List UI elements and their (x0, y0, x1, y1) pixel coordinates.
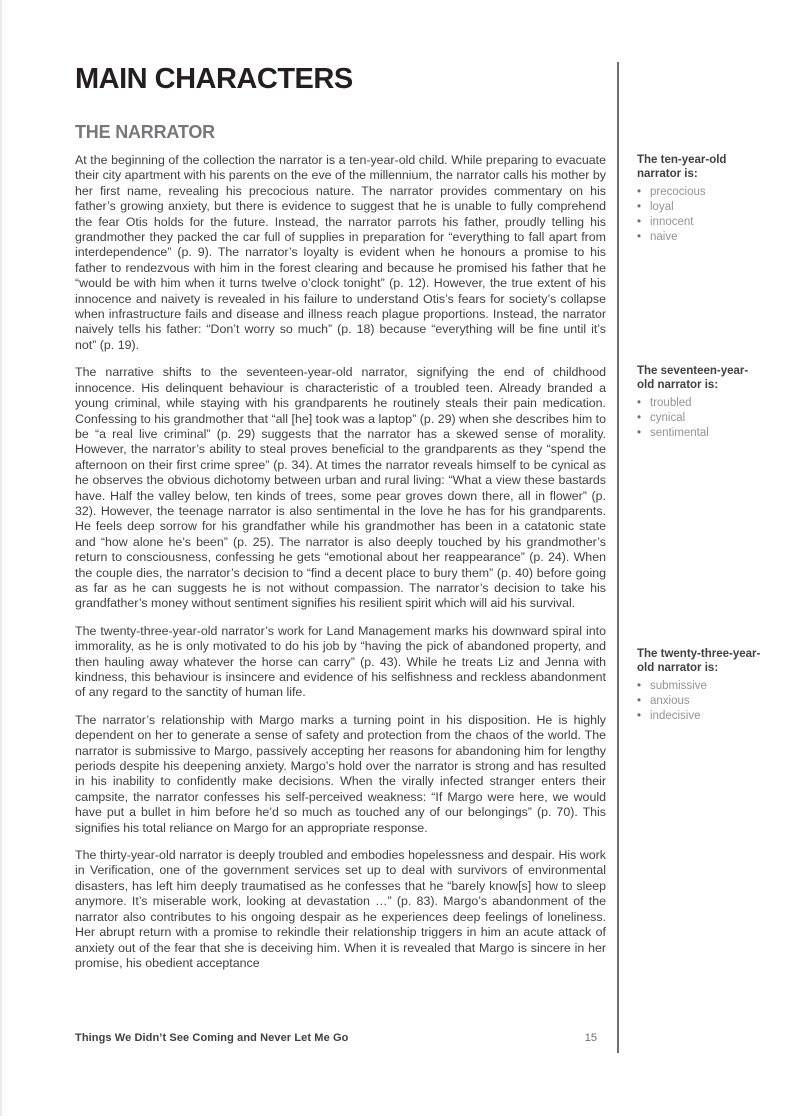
bullet-icon: • (637, 427, 642, 439)
sidebar-note-twenty-three-year-old (637, 648, 762, 724)
bullet-icon: • (637, 231, 642, 243)
paragraph-seventeen-year-old: The narrative shifts to the seventeen-year-old narrator, signifying the end of childhood innocence. His delinquent behaviour is characteristic of a troubled teen. Already branded a young criminal, while staying with his grandparents he routinely steals their pain medication. Confessing to his grandmother that “all [he] took was a laptop” (p. 29) when she describes him to be “a real live criminal” (p. 29) suggests that the narrator has a skewed sense of morality. However, the narrator’s ability to steal proves beneficial to the grandparents as they “spend the afternoon on their first crime spree” (p. 34). At times the narrator reveals himself to be cynical as he observes the obvious dichotomy between urban and rural living: “What a view these bastards have. Half the valley below, ten kinds of trees, some pear groves down there, all in flower” (p. 32). However, the teenage narrator is also sentimental in the love he has for his grandparents. He feels deep sorrow for his grandfather while his grandmother has been in a catatonic state and “how alone he’s been” (p. 25). The narrator is also deeply touched by his grandmother’s return to consciousness, confessing he gets “emotional about her reappearance” (p. 24). When the couple dies, the narrator’s decision to “find a decent place to bury them” (p. 40) before going as far as he can suggests he is not without compassion. The narrator’s decision to take his grandfather’s money without sentiment signifies his resilient spirit which will aid his survival. (75, 365, 606, 611)
note-item-label: loyal (650, 201, 674, 213)
sidebar-divider-rule (617, 62, 619, 1053)
paragraph-thirty-year-old: The thirty-year-old narrator is deeply troubled and embodies hopelessness and despair. His work in Verification, one of the government services set up to deal with survivors of environmental disasters, has left him deeply traumatised as he confesses that he “barely know[s] how to sleep anymore. It’s miserable work, looking at devastation …” (p. 83). Margo’s abandonment of the narrator also contributes to his ongoing despair as he experiences deep feelings of loneliness. Her abrupt return with a promise to rekindle their relationship triggers in him an acute attack of anxiety out of the fear that she is deceiving him. When it is revealed that Margo is sincere in her promise, his obedient acceptance (75, 848, 606, 970)
main-column (75, 62, 606, 971)
sidebar-note-ten-year-old (637, 154, 762, 245)
paragraph-twenty-three-year-old: The twenty-three-year-old narrator’s work for Land Management marks his downward spiral into immorality, as he is only motivated to do his job by “having the pick of abandoned property, and then hauling away whatever the horse can carry” (p. 43). While he treats Liz and Jenna with kindness, this behaviour is insincere and evidence of his selfishness and reckless abandonment of any regard to the sanctity of human life. (75, 623, 606, 700)
note-list (637, 679, 762, 724)
note-item (637, 694, 762, 709)
note-item (637, 230, 762, 245)
note-item-label: cynical (650, 412, 686, 424)
bullet-icon: • (637, 186, 642, 198)
note-item (637, 679, 762, 694)
bullet-icon: • (637, 216, 642, 228)
sidebar-note-seventeen-year-old (637, 365, 762, 441)
footer-book-titles: Things We Didn’t See Coming and Never Let Me Go (75, 1032, 349, 1044)
bullet-icon: • (637, 695, 642, 707)
note-item-label: indecisive (650, 710, 701, 722)
footer-page-number: 15 (584, 1032, 597, 1044)
bullet-icon: • (637, 397, 642, 409)
section-heading: THE NARRATOR (75, 122, 215, 142)
paragraph-margo-relationship: The narrator’s relationship with Margo marks a turning point in his disposition. He is highly dependent on her to generate a sense of safety and protection from the chaos of the world. The narrator is submissive to Margo, passively accepting her reasons for abandoning him for lengthy periods despite his deepening anxiety. Margo’s hold over the narrator is strong and has resulted in his inability to confidently make decisions. When the virally infected stranger enters their campsite, the narrator confesses his self-perceived weakness: “If Margo were here, we would have put a bullet in him before he’d so much as touched any of our belongings” (p. 70). This signifies his total reliance on Margo for an appropriate response. (75, 712, 606, 835)
note-list (637, 185, 762, 245)
note-item (637, 215, 762, 230)
note-item (637, 426, 762, 441)
note-item (637, 185, 762, 200)
bullet-icon: • (637, 710, 642, 722)
note-item-label: sentimental (650, 427, 709, 439)
page-footer (75, 1032, 606, 1044)
bullet-icon: • (637, 412, 642, 424)
note-item (637, 411, 762, 426)
note-heading: The ten-year-old narrator is: (637, 154, 727, 180)
bullet-icon: • (637, 201, 642, 213)
note-item-label: troubled (650, 397, 692, 409)
note-item-label: precocious (650, 186, 706, 198)
note-item (637, 200, 762, 215)
paragraph-ten-year-old: At the beginning of the collection the narrator is a ten-year-old child. While preparing to evacuate their city apartment with his parents on the eve of the millennium, the narrator calls his mother by her first name, revealing his precocious nature. The narrator provides commentary on his father’s growing anxiety, but there is evidence to suggest that he is unable to fully comprehend the fear Otis holds for the future. Instead, the narrator parrots his father, proudly telling his grandmother they packed the car full of supplies in preparation for “everything to fall apart from interdependence” (p. 9). The narrator’s loyalty is evident when he honours a promise to his father to rendezvous with him in the forest clearing and because he promised his father that he “would be with him when it turns twelve o’clock tonight” (p. 12). However, the true extent of his innocence and naivety is revealed in his failure to understand Otis’s fears for society’s collapse when infrastructure fails and disease and illness reach plague proportions. Instead, the narrator naively tells his father: “Don’t worry so much” (p. 18) because “everything will be fine until it’s not” (p. 19). (75, 153, 606, 352)
note-heading: The seventeen-year-old narrator is: (637, 365, 749, 391)
note-item-label: anxious (650, 695, 690, 707)
note-item (637, 709, 762, 724)
note-item-label: naive (650, 231, 678, 243)
bullet-icon: • (637, 680, 642, 692)
note-item-label: innocent (650, 216, 694, 228)
note-heading: The twenty-three-year-old narrator is: (637, 648, 761, 674)
page-title: MAIN CHARACTERS (75, 63, 353, 95)
note-list (637, 396, 762, 441)
note-item-label: submissive (650, 680, 707, 692)
note-item (637, 396, 762, 411)
